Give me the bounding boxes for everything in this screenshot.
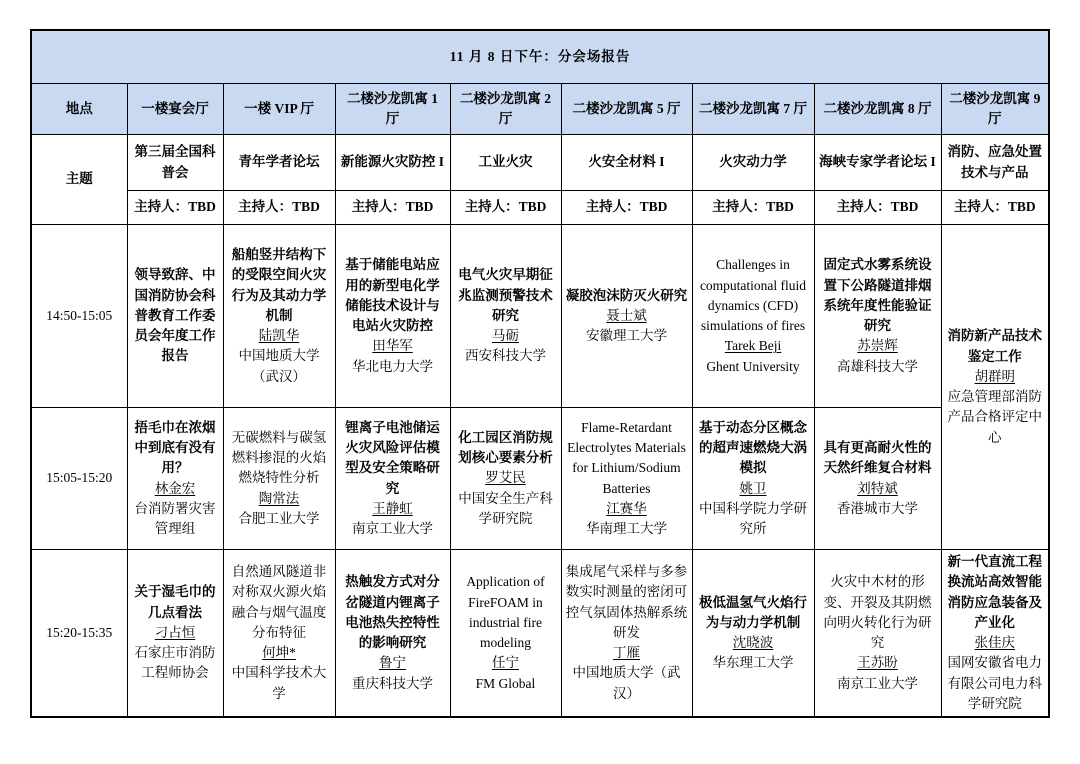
col-header-vip-hall: 一楼 VIP 厅 (223, 84, 335, 135)
talk-title: 极低温氢气火焰行为与动力学机制 (699, 594, 807, 630)
speaker-name: 陶常法 (258, 490, 300, 506)
talk-title: 电气火灾早期征兆监测预警技术研究 (458, 267, 553, 323)
talk-title: 新一代直流工程换流站高效智能消防应急装备及产业化 (947, 554, 1043, 630)
moderator-cell: 主持人：TBD (814, 191, 941, 225)
moderator-cell: 主持人：TBD (127, 191, 223, 225)
speaker-affiliation: 应急管理部消防产品合格评定中心 (947, 389, 1043, 445)
speaker-name: Tarek Beji (724, 338, 782, 354)
speaker-name: 任宁 (492, 655, 519, 671)
speaker-name: 王静虹 (372, 500, 413, 516)
theme-cell: 新能源火灾防控 I (335, 135, 450, 191)
talk-title: 固定式水雾系统设置下公路隧道排烟系统年度性能验证研究 (823, 257, 932, 333)
speaker-affiliation: 国网安徽省电力有限公司电力科学研究院 (947, 655, 1043, 711)
session-cell (450, 225, 561, 408)
speaker-name: 鲁宁 (379, 655, 406, 671)
speaker-name: 马砺 (492, 328, 519, 344)
speaker-name: 何坤* (262, 645, 296, 661)
session-cell (127, 550, 223, 718)
session-cell (127, 225, 223, 408)
session-cell (561, 550, 692, 718)
col-header-salon-2: 二楼沙龙凯寓 2 厅 (450, 84, 561, 135)
speaker-affiliation: 中国地质大学（武汉） (238, 348, 320, 384)
time-slot-2: 15:05-15:20 (31, 408, 127, 550)
speaker-affiliation: 南京工业大学 (352, 521, 433, 536)
speaker-name: 姚卫 (739, 480, 767, 496)
talk-title: 凝胶泡沫防灭火研究 (565, 287, 688, 303)
talk-title: 锂离子电池储运火灾风险评估模型及安全策略研究 (345, 419, 440, 496)
session-cell (814, 550, 941, 718)
speaker-name: 罗艾民 (485, 470, 526, 486)
speaker-affiliation: 香港城市大学 (837, 500, 918, 516)
speaker-affiliation: 重庆科技大学 (352, 675, 433, 691)
theme-cell: 第三届全国科普会 (127, 135, 223, 191)
col-header-salon-1: 二楼沙龙凯寓 1 厅 (335, 84, 450, 135)
moderator-cell: 主持人：TBD (941, 191, 1049, 225)
talk-title: 火灾中木材的形变、开裂及其阴燃向明火转化行为研究 (823, 574, 932, 650)
talk-title: 领导致辞、中国消防协会科普教育工作委员会年度工作报告 (134, 267, 216, 364)
theme-cell: 工业火灾 (450, 135, 561, 191)
conference-schedule (30, 29, 1048, 718)
session-cell (450, 408, 561, 550)
speaker-name: 沈晓波 (732, 635, 774, 650)
talk-title: 基于动态分区概念的超声速燃烧大涡模拟 (699, 419, 807, 476)
speaker-affiliation: 华北电力大学 (352, 358, 433, 374)
time-slot-1: 14:50-15:05 (31, 225, 127, 408)
talk-title: Flame-Retardant Electrolytes Materials for Lithium/Sodium Batteries (567, 419, 686, 496)
speaker-affiliation: 中国地质大学（武汉） (572, 665, 681, 701)
speaker-name: 王苏盼 (857, 655, 898, 671)
col-header-location: 地点 (31, 84, 127, 135)
session-cell (561, 225, 692, 408)
session-cell (692, 408, 814, 550)
col-header-salon-9: 二楼沙龙凯寓 9 厅 (941, 84, 1049, 135)
speaker-name: 陆凯华 (258, 328, 300, 344)
theme-cell: 消防、应急处置技术与产品 (941, 135, 1049, 191)
col-header-banquet-hall: 一楼宴会厅 (127, 84, 223, 135)
speaker-name: 田华军 (372, 338, 413, 354)
speaker-name: 丁雁 (613, 645, 640, 661)
session-cell (335, 408, 450, 550)
speaker-affiliation: 合肥工业大学 (238, 510, 320, 526)
talk-title: 化工园区消防规划核心要素分析 (458, 429, 553, 466)
speaker-name: 刘特斌 (857, 480, 898, 496)
speaker-affiliation: 南京工业大学 (837, 675, 918, 691)
speaker-affiliation: 安徽理工大学 (586, 328, 667, 344)
moderator-cell: 主持人：TBD (450, 191, 561, 225)
speaker-affiliation: 中国安全生产科学研究院 (458, 490, 553, 526)
speaker-name: 江赛华 (606, 500, 647, 516)
speaker-name: 胡群明 (974, 368, 1016, 384)
time-slot-3: 15:20-15:35 (31, 550, 127, 718)
speaker-name: 林金宏 (154, 480, 196, 496)
session-cell (561, 408, 692, 550)
moderator-cell: 主持人：TBD (335, 191, 450, 225)
moderator-cell: 主持人：TBD (561, 191, 692, 225)
talk-title: 自然通风隧道非对称双火源火焰融合与烟气温度分布特征 (231, 564, 327, 640)
speaker-affiliation: Ghent University (706, 358, 800, 374)
session-cell (127, 408, 223, 550)
speaker-affiliation: 台消防署灾害管理组 (134, 500, 216, 536)
talk-title: 船舶竖井结构下的受限空间火灾行为及其动力学机制 (231, 247, 327, 323)
session-cell (692, 550, 814, 718)
talk-title: 无碳燃料与碳氢燃料掺混的火焰燃烧特性分析 (231, 429, 327, 486)
theme-cell: 海峡专家学者论坛 I (814, 135, 941, 191)
talk-title: 热触发方式对分岔隧道内锂离子电池热失控特性的影响研究 (345, 574, 440, 650)
session-cell (223, 225, 335, 408)
theme-cell: 火灾动力学 (692, 135, 814, 191)
speaker-affiliation: 中国科学技术大学 (231, 665, 327, 701)
talk-title: 捂毛巾在浓烟中到底有没有用？ (134, 419, 216, 476)
speaker-name: 张佳庆 (974, 635, 1016, 650)
session-cell (941, 550, 1049, 718)
session-cell (814, 408, 941, 550)
col-header-salon-7: 二楼沙龙凯寓 7 厅 (692, 84, 814, 135)
session-cell (450, 550, 561, 718)
speaker-affiliation: 华东理工大学 (712, 655, 794, 671)
moderator-cell: 主持人：TBD (692, 191, 814, 225)
speaker-affiliation: 华南理工大学 (586, 521, 667, 536)
banner-title: 11 月 8 日下午：分会场报告 (31, 30, 1049, 84)
speaker-name: 聂士斌 (606, 307, 647, 323)
col-header-salon-5: 二楼沙龙凯寓 5 厅 (561, 84, 692, 135)
talk-title: 基于储能电站应用的新型电化学储能技术设计与电站火灾防控 (345, 257, 440, 333)
speaker-affiliation: FM Global (475, 675, 536, 691)
talk-title: 具有更高耐火性的天然纤维复合材料 (823, 440, 932, 476)
session-cell (692, 225, 814, 408)
speaker-affiliation: 石家庄市消防工程师协会 (134, 645, 216, 681)
moderator-cell: 主持人：TBD (223, 191, 335, 225)
theme-cell: 火安全材料 I (561, 135, 692, 191)
session-cell (223, 408, 335, 550)
col-header-salon-8: 二楼沙龙凯寓 8 厅 (814, 84, 941, 135)
theme-cell: 青年学者论坛 (223, 135, 335, 191)
talk-title: Challenges in computational fluid dynamics (CFD) simulations of fires (699, 257, 807, 333)
talk-title: 消防新产品技术鉴定工作 (947, 328, 1043, 364)
schedule-table (30, 29, 1050, 718)
speaker-affiliation: 高雄科技大学 (837, 358, 918, 374)
theme-label: 主题 (31, 135, 127, 225)
session-cell (814, 225, 941, 408)
session-cell (335, 225, 450, 408)
speaker-affiliation: 西安科技大学 (465, 348, 546, 364)
session-cell (335, 550, 450, 718)
talk-title: 集成尾气采样与多参数实时测量的密闭可控气氛固体热解系统研发 (565, 564, 688, 640)
session-cell (941, 225, 1049, 550)
talk-title: Application of FireFOAM in industrial fire modeling (466, 574, 545, 650)
speaker-name: 苏崇辉 (857, 338, 898, 354)
session-cell (223, 550, 335, 718)
talk-title: 关于湿毛巾的几点看法 (134, 584, 216, 620)
speaker-name: 刁占恒 (154, 624, 196, 640)
speaker-affiliation: 中国科学院力学研究所 (699, 500, 807, 536)
